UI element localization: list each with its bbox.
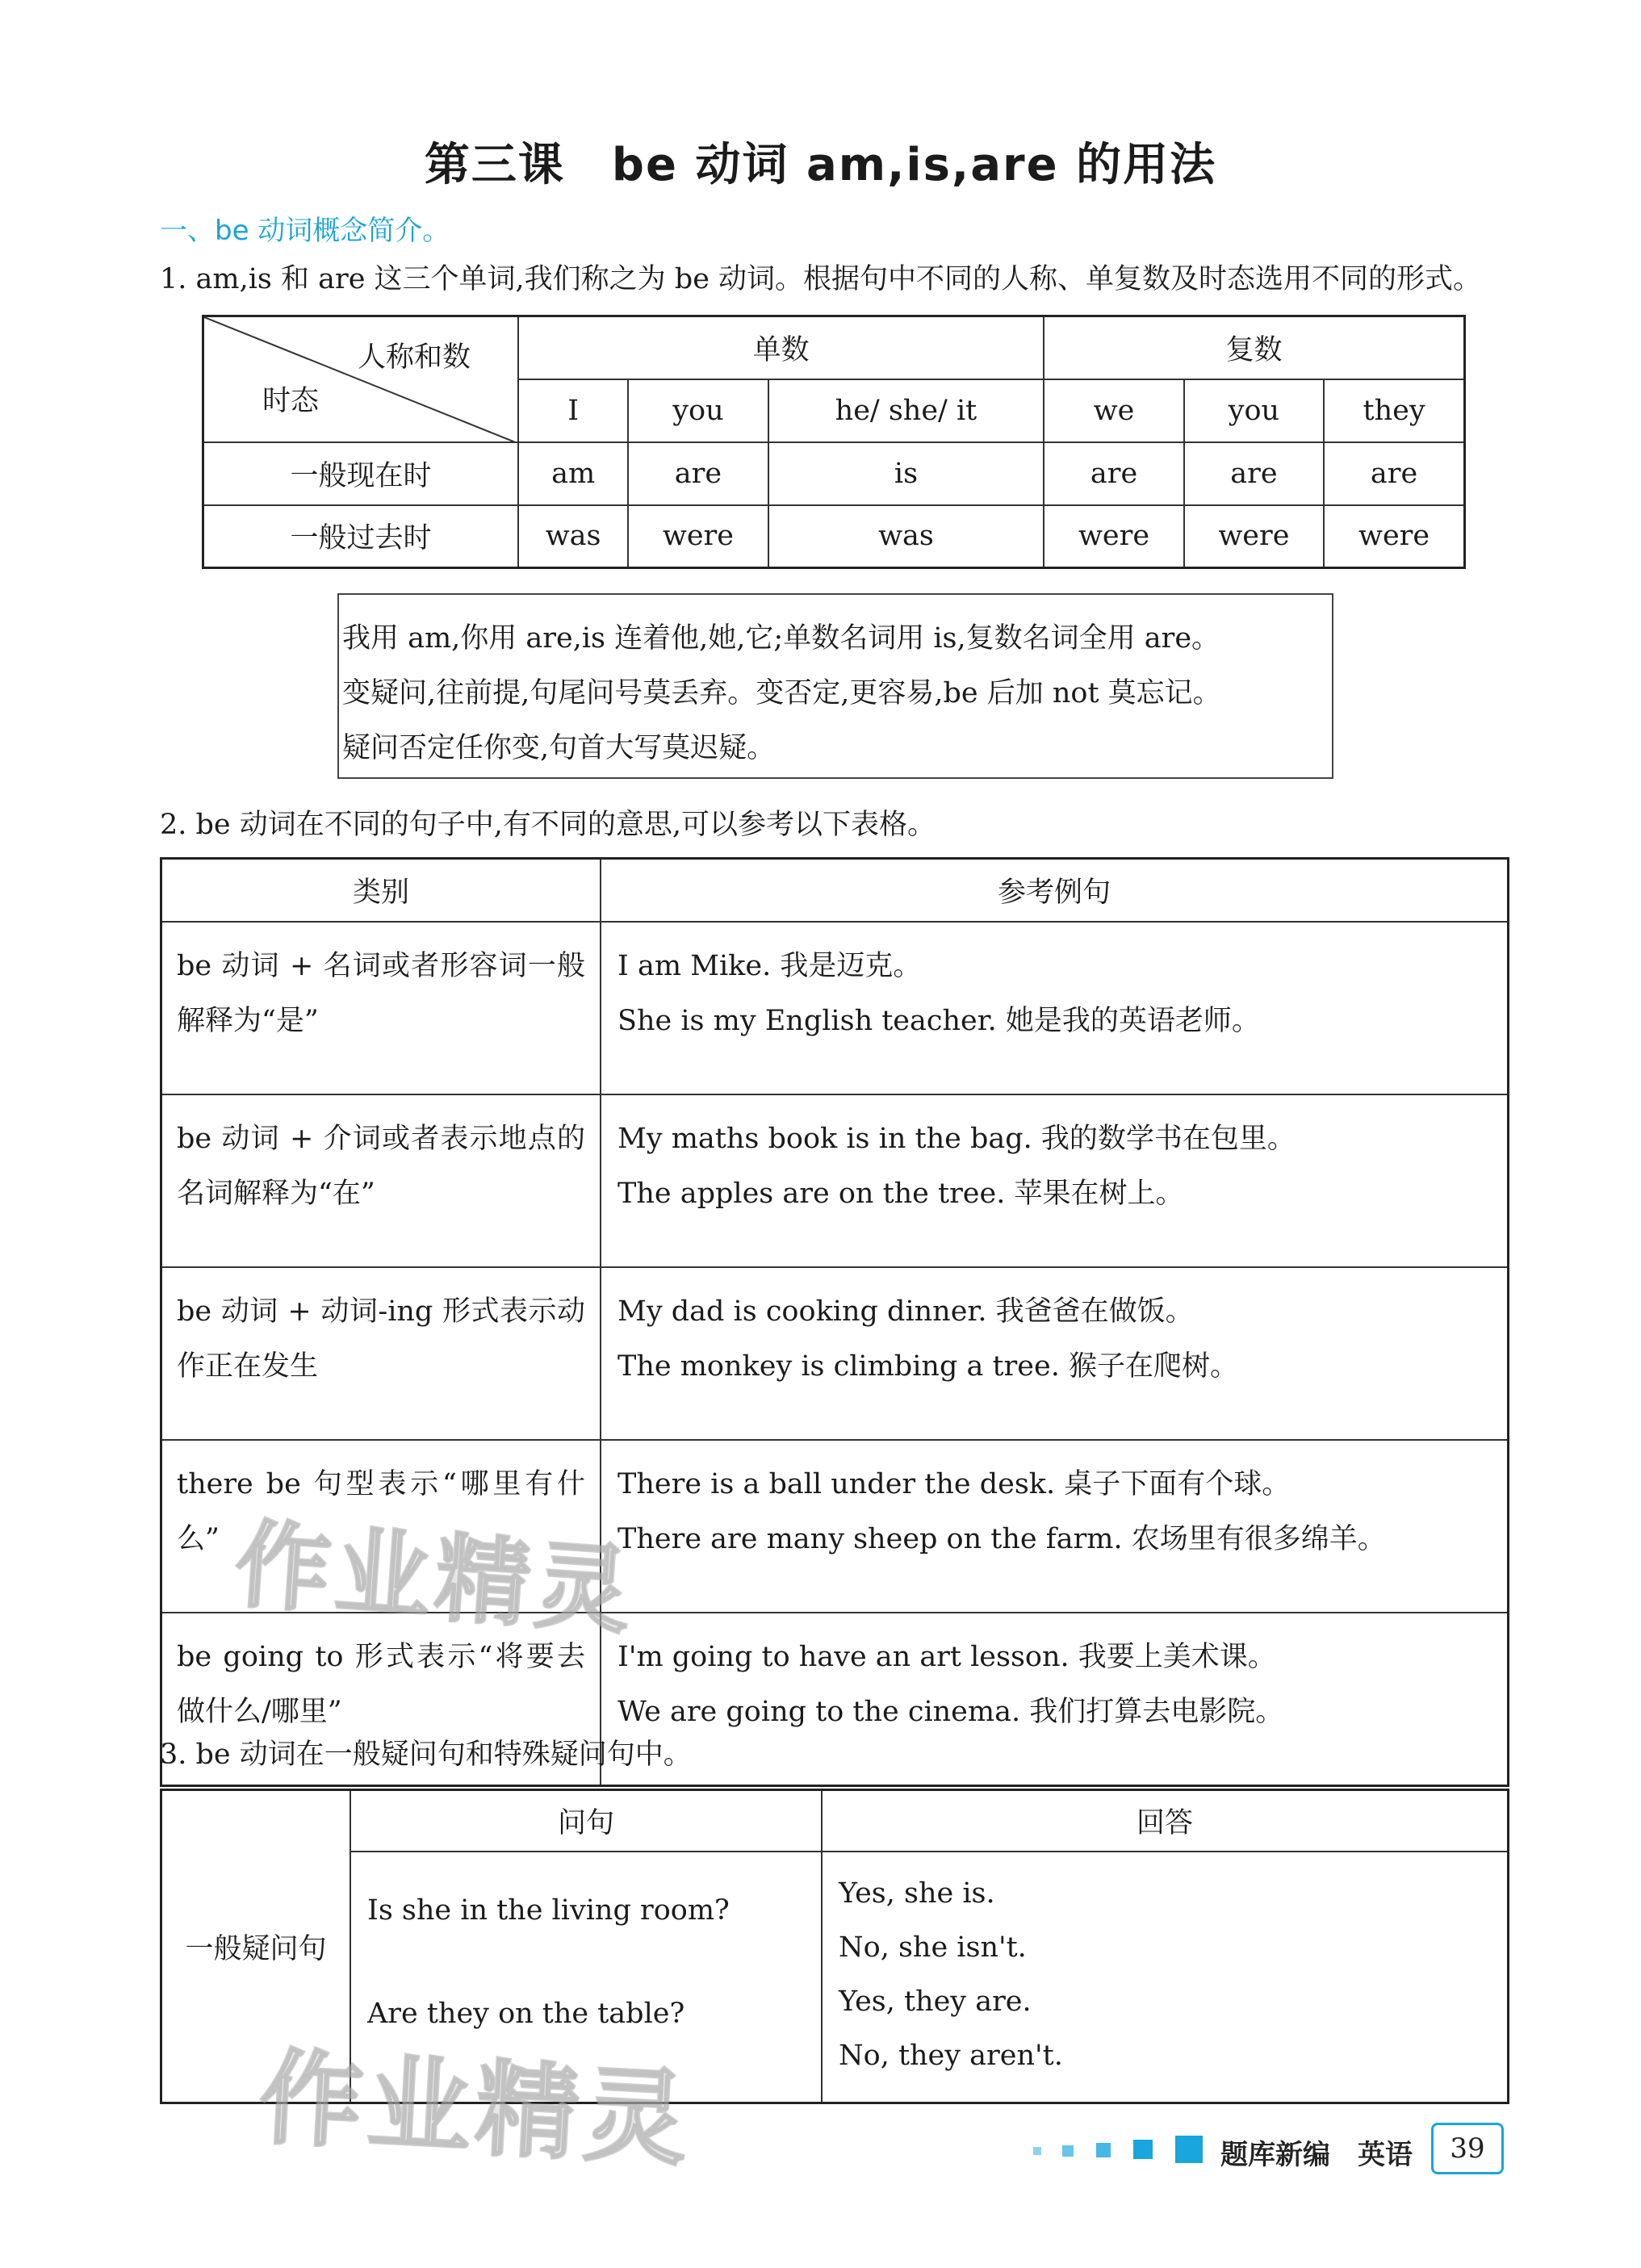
question-sentence: Are they on the table? — [367, 1997, 685, 2030]
example-sentence: My dad is cooking dinner. 我爸爸在做饭。 — [617, 1295, 1194, 1328]
form-cell: are — [628, 442, 768, 505]
watermark: 作业精灵 — [256, 2038, 695, 2181]
question-header: 问句 — [350, 1790, 822, 1852]
form-cell: were — [628, 505, 768, 568]
category-cell: there be 句型表示“哪里有什么” — [161, 1440, 601, 1613]
mnemonic-box — [337, 593, 1333, 779]
row-label-cell: 一般疑问句 — [161, 1790, 351, 2103]
example-cell — [601, 1613, 1509, 1786]
example-cell — [601, 1267, 1509, 1440]
answer-cell — [822, 1852, 1509, 2103]
category-cell: be 动词 + 名词或者形容词一般解释为“是” — [161, 922, 601, 1094]
form-cell: am — [518, 442, 628, 505]
watermark: 作业精灵 — [232, 1508, 639, 1648]
form-cell: are — [1324, 442, 1464, 505]
decor-square — [1133, 2140, 1153, 2159]
book-title: 题库新编 英语 — [1220, 2139, 1413, 2171]
person-cell: you — [628, 379, 768, 442]
page-footer — [1033, 2123, 1509, 2179]
example-sentence: There are many sheep on the farm. 农场里有很多绵羊。 — [617, 1523, 1386, 1555]
person-cell: they — [1324, 379, 1464, 442]
mnemonic-line: 变疑问,往前提,句尾问号莫丢弃。变否定,更容易,be 后加 not 莫忘记。 — [342, 677, 1221, 709]
paragraph-1: 1. am,is 和 are 这三个单词,我们称之为 be 动词。根据句中不同的人称、单复数及时态选用不同的形式。 — [160, 263, 1482, 295]
mnemonic-line: 疑问否定任你变,句首大写莫迟疑。 — [342, 732, 776, 764]
form-cell: was — [518, 505, 628, 568]
tense-cell: 一般现在时 — [203, 442, 519, 505]
form-cell: were — [1184, 505, 1324, 568]
plural-header: 复数 — [1044, 316, 1464, 379]
form-cell: are — [1184, 442, 1324, 505]
form-cell: are — [1044, 442, 1183, 505]
table-row — [203, 442, 1465, 505]
be-forms-table — [202, 315, 1466, 569]
paragraph-2: 2. be 动词在不同的句子中,有不同的意思,可以参考以下表格。 — [160, 809, 936, 841]
person-cell: we — [1044, 379, 1183, 442]
category-cell: be going to 形式表示“将要去做什么/哪里” — [161, 1613, 601, 1786]
paragraph-3: 3. be 动词在一般疑问句和特殊疑问句中。 — [160, 1739, 692, 1771]
page-title: 第三课 be 动词 am,is,are 的用法 — [424, 139, 1217, 191]
page-number: 39 — [1431, 2123, 1504, 2174]
examples-header: 参考例句 — [601, 859, 1509, 923]
category-cell: be 动词 + 介词或者表示地点的名词解释为“在” — [161, 1094, 601, 1267]
table-row — [161, 1267, 1509, 1440]
example-sentence: I'm going to have an art lesson. 我要上美术课。 — [617, 1641, 1276, 1673]
decor-square — [1096, 2143, 1111, 2157]
answer-line: Yes, they are. — [839, 1985, 1032, 2018]
example-sentence: There is a ball under the desk. 桌子下面有个球。 — [617, 1468, 1291, 1500]
example-sentence: She is my English teacher. 她是我的英语老师。 — [617, 1005, 1260, 1037]
example-sentence: We are going to the cinema. 我们打算去电影院。 — [617, 1696, 1284, 1728]
person-cell: I — [518, 379, 628, 442]
corner-top-label: 人称和数 — [357, 341, 471, 374]
decor-square — [1175, 2136, 1203, 2163]
person-cell: you — [1184, 379, 1324, 442]
table-row — [203, 505, 1465, 568]
category-cell: be 动词 + 动词-ing 形式表示动作正在发生 — [161, 1267, 601, 1440]
table-row — [161, 922, 1509, 1094]
mnemonic-line: 我用 am,你用 are,is 连着他,她,它;单数名词用 is,复数名词全用 are。 — [342, 622, 1220, 655]
corner-bottom-label: 时态 — [262, 384, 320, 417]
decor-square — [1033, 2147, 1041, 2155]
example-sentence: The apples are on the tree. 苹果在树上。 — [617, 1178, 1184, 1210]
singular-header: 单数 — [518, 316, 1044, 379]
section-heading: 一、be 动词概念简介。 — [160, 215, 450, 247]
table-row — [161, 1094, 1509, 1267]
meanings-table — [160, 857, 1509, 1787]
decor-square — [1062, 2145, 1074, 2157]
table-corner-cell — [203, 316, 519, 442]
example-sentence: The monkey is climbing a tree. 猴子在爬树。 — [617, 1350, 1238, 1383]
example-cell — [601, 922, 1509, 1094]
example-cell — [601, 1440, 1509, 1613]
form-cell: were — [1324, 505, 1464, 568]
tense-cell: 一般过去时 — [203, 505, 519, 568]
form-cell: was — [768, 505, 1044, 568]
answer-line: No, she isn't. — [839, 1931, 1027, 1964]
example-sentence: I am Mike. 我是迈克。 — [617, 950, 922, 982]
question-sentence: Is she in the living room? — [367, 1893, 730, 1927]
form-cell: is — [768, 442, 1044, 505]
answer-line: No, they aren't. — [839, 2039, 1063, 2072]
example-sentence: My maths book is in the bag. 我的数学书在包里。 — [617, 1123, 1296, 1155]
answer-line: Yes, she is. — [839, 1877, 995, 1910]
category-header: 类别 — [161, 859, 601, 923]
form-cell: were — [1044, 505, 1183, 568]
example-cell — [601, 1094, 1509, 1267]
answer-header: 回答 — [822, 1790, 1509, 1852]
person-cell: he/ she/ it — [768, 379, 1044, 442]
